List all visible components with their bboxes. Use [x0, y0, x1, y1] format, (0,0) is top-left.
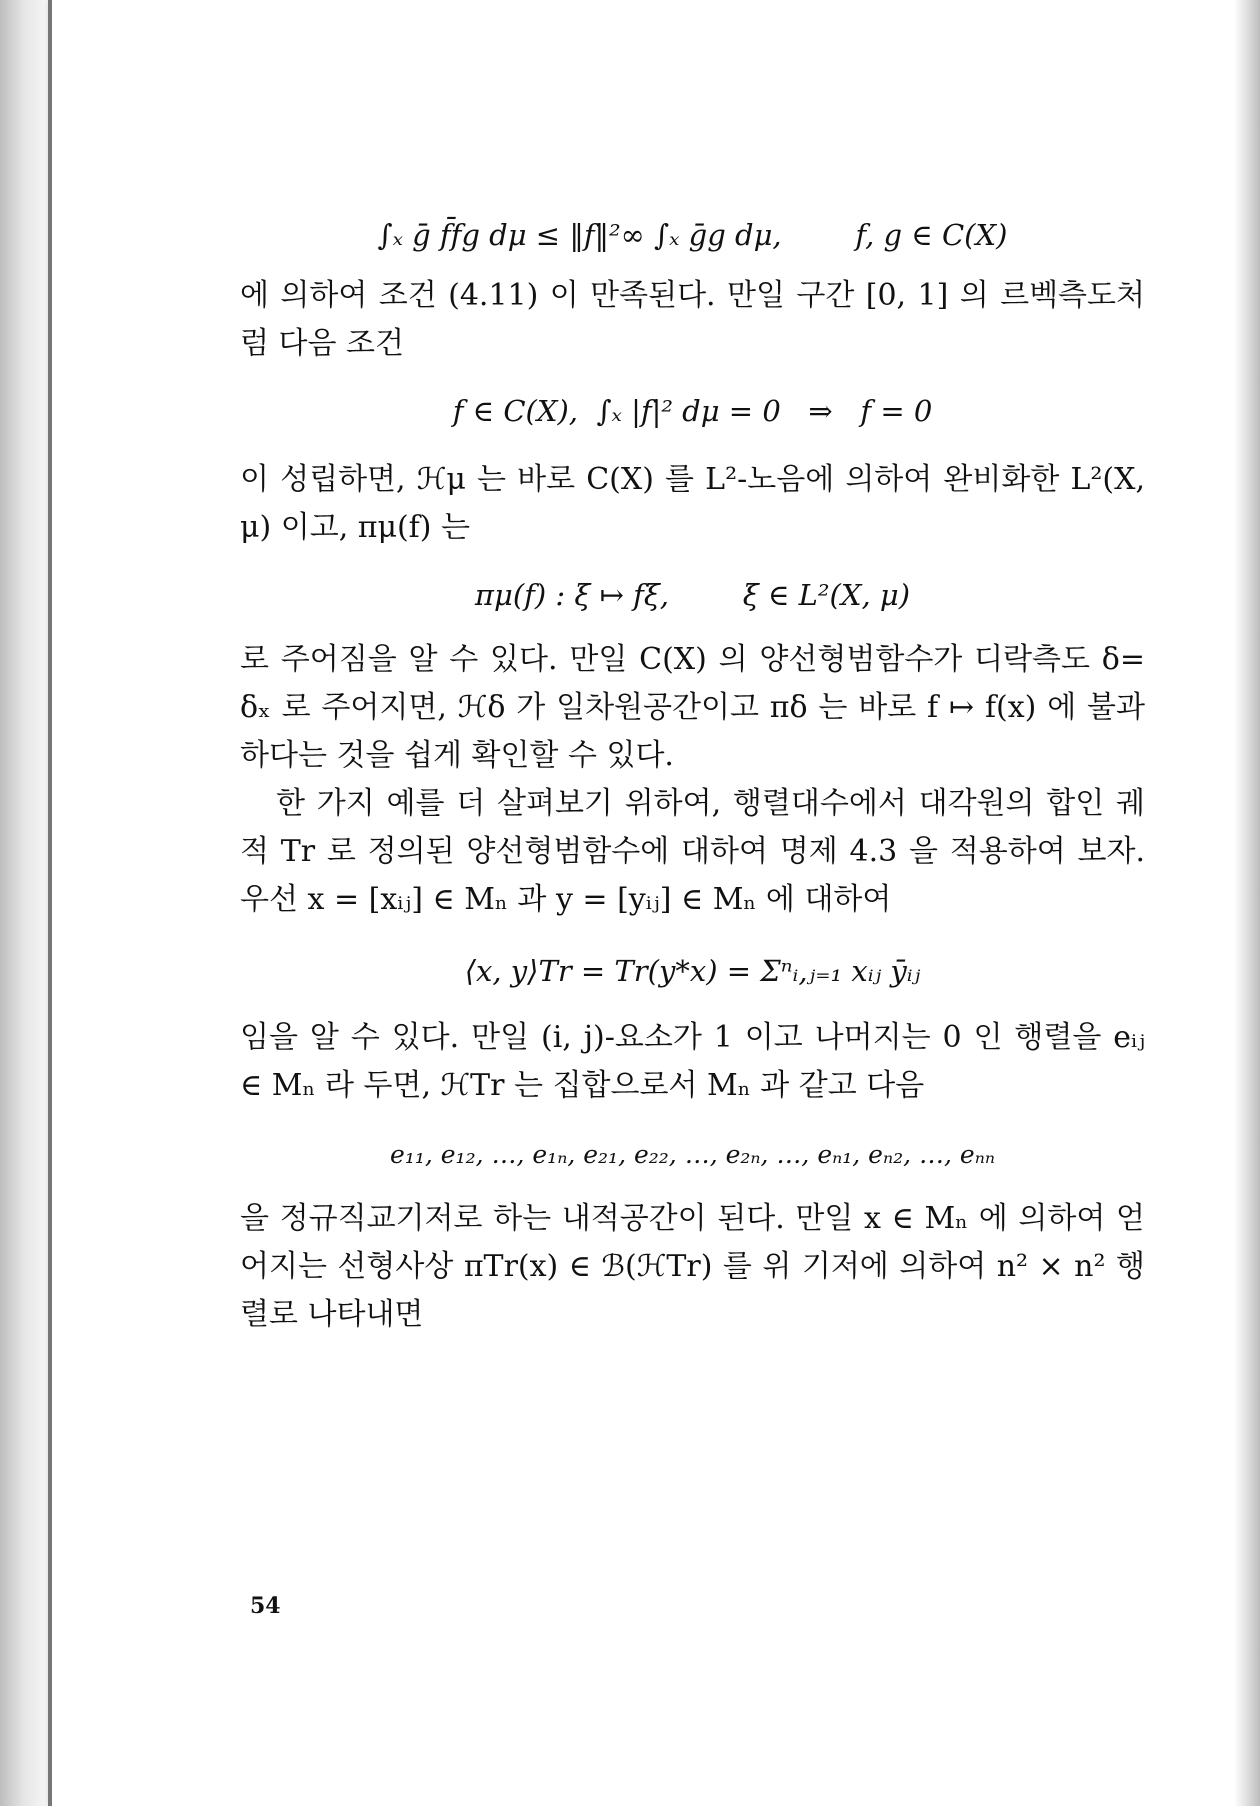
page-number: 54 — [250, 1593, 281, 1619]
equation-basis-list: e₁₁, e₁₂, …, e₁ₙ, e₂₁, e₂₂, …, e₂ₙ, …, eₙ₁, eₙ₂, …, eₙₙ — [390, 1140, 995, 1169]
page-content — [240, 190, 1145, 1339]
paragraph-3: 로 주어짐을 알 수 있다. 만일 C(X) 의 양선형범함수가 디락측도 δ= δₓ 로 주어지면, ℋδ 가 일차원공간이고 πδ 는 바로 f ↦ f(x) 에 불과하다는 것을 쉽게 확인할 수 있다. — [240, 642, 1145, 773]
paragraph-6: 을 정규직교기저로 하는 내적공간이 된다. 만일 x ∈ Mₙ 에 의하여 얻어지는 선형사상 πTr(x) ∈ ℬ(ℋTr) 를 위 기저에 의하여 n² × n² 행렬로 나타내면 — [240, 1201, 1145, 1332]
equation-integral-inequality: ∫ₓ ḡ f̄fg dμ ≤ ‖f‖²∞ ∫ₓ ḡg dμ, f, g ∈ C(X) — [377, 218, 1008, 252]
paragraph-2: 이 성립하면, ℋμ 는 바로 C(X) 를 L²-노음에 의하여 완비화한 L²(X, μ) 이고, πμ(f) 는 — [240, 462, 1145, 545]
paragraph-1: 에 의하여 조건 (4.11) 이 만족된다. 만일 구간 [0, 1] 의 르벡측도처럼 다음 조건 — [240, 278, 1145, 361]
page-shadow-edge — [1234, 0, 1260, 1806]
paragraph-4: 한 가지 예를 더 살펴보기 위하여, 행렬대수에서 대각원의 합인 궤적 Tr 로 정의된 양선형범함수에 대하여 명제 4.3 을 적용하여 보자. 우선 x = [xᵢⱼ] ∈ Mₙ 과 y = [yᵢⱼ] ∈ Mₙ 에 대하여 — [240, 786, 1145, 917]
equation-zero-condition: f ∈ C(X), ∫ₓ |f|² dμ = 0 ⇒ f = 0 — [452, 394, 933, 428]
equation-trace-inner-product: ⟨x, y⟩Tr = Tr(y*x) = Σⁿᵢ,ⱼ₌₁ xᵢⱼ ȳᵢⱼ — [464, 954, 921, 988]
paragraph-5: 임을 알 수 있다. 만일 (i, j)-요소가 1 이고 나머지는 0 인 행렬을 eᵢⱼ ∈ Mₙ 라 두면, ℋTr 는 집합으로서 Mₙ 과 같고 다음 — [240, 1020, 1145, 1103]
equation-multiplication-operator: πμ(f) : ξ ↦ fξ, ξ ∈ L²(X, μ) — [474, 578, 911, 612]
